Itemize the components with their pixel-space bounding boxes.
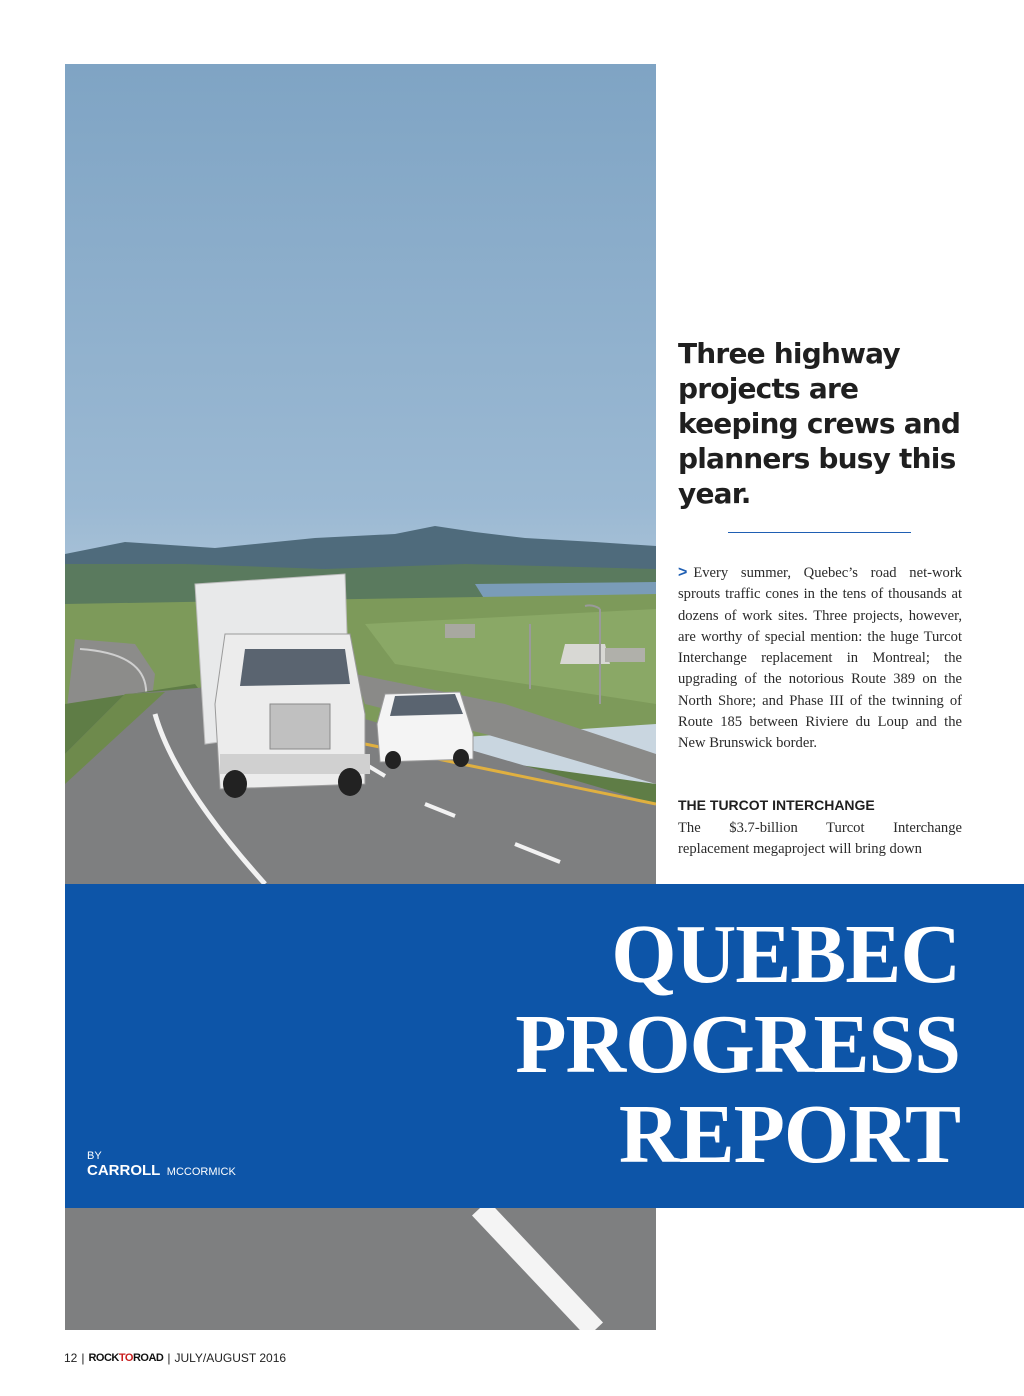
byline-by: BY: [87, 1150, 102, 1162]
title-line: QUEBEC: [611, 908, 960, 1001]
footer-separator: |: [81, 1351, 85, 1365]
deck-subtitle: Three highway projects are keeping crews and planners busy this year.: [678, 337, 961, 510]
logo-part: ROAD: [132, 1352, 164, 1364]
magazine-logo: [88, 1352, 163, 1364]
article-title: [515, 910, 960, 1180]
intro-paragraph: [678, 562, 962, 755]
divider-rule: [728, 532, 911, 533]
page-footer: [64, 1351, 286, 1365]
chevron-right-icon: >: [678, 564, 688, 581]
title-line: REPORT: [618, 1088, 960, 1181]
author-last-name: MCCORMICK: [166, 1166, 236, 1178]
logo-part: TO: [118, 1352, 133, 1364]
section-heading: THE TURCOT INTERCHANGE: [678, 797, 875, 813]
footer-separator: |: [167, 1351, 171, 1365]
title-line: PROGRESS: [515, 998, 960, 1091]
intro-text: Every summer, Quebec’s road net-work sprouts traffic cones in the tens of thousands at dozens of work sites. Three projects, however, are worthy of special mention: the huge Turcot Interchange replacement in Montreal; the upgrading of the notorious Route 389 on the North Shore; and Phase III of the twinning of Route 185 between Riviere du Loup and the New Brunswick border.: [678, 565, 962, 752]
logo-part: ROCK: [88, 1352, 119, 1364]
page-number: 12: [64, 1351, 78, 1365]
byline: [87, 1150, 236, 1180]
author-first-name: CARROLL: [87, 1162, 161, 1179]
section-paragraph: The $3.7-billion Turcot Interchange replacement megaproject will bring down: [678, 820, 962, 858]
issue-date: JULY/AUGUST 2016: [174, 1351, 287, 1365]
